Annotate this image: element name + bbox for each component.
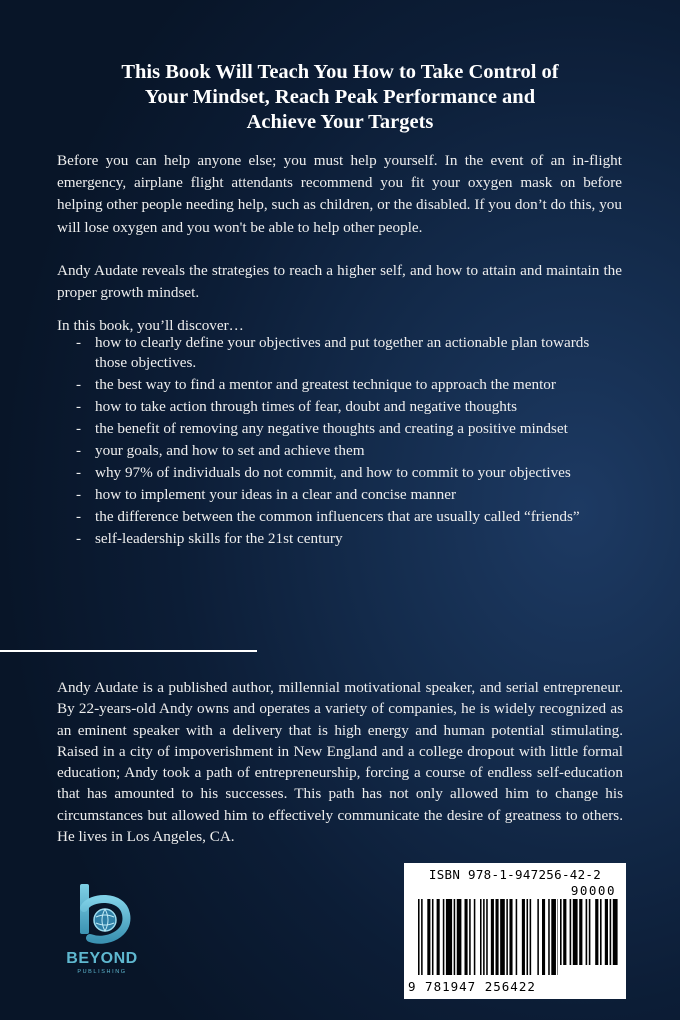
barcode-bar [469, 899, 471, 975]
barcode-bar [589, 899, 591, 965]
publisher-subtitle: PUBLISHING [77, 969, 127, 975]
barcode-bar [480, 899, 482, 975]
barcode-bar [443, 899, 445, 975]
barcode-bar [560, 899, 562, 965]
barcode-bar [600, 899, 602, 965]
barcode-bar [613, 899, 618, 965]
isbn-barcode [404, 863, 626, 999]
discover-list [76, 333, 621, 551]
barcode-bar [573, 899, 578, 965]
barcode-bar [551, 899, 556, 975]
barcode-bar [483, 899, 485, 975]
barcode-bar [548, 899, 550, 975]
barcode-bar [595, 899, 598, 965]
barcode-bar [537, 899, 539, 975]
barcode-bar [579, 899, 582, 965]
isbn-text: ISBN 978-1-947256-42-2 [428, 867, 602, 882]
publisher-name: BEYOND [66, 950, 138, 967]
intro-paragraph-strategies: Andy Audate reveals the strategies to reach a higher self, and how to attain and maintain the proper growth mindset. [57, 262, 622, 302]
list-item: - how to take action through times of fear, doubt and negative thoughts [76, 397, 621, 417]
barcode-bar [418, 899, 420, 975]
barcode-bar [465, 899, 468, 975]
list-item: - self-leadership skills for the 21st century [76, 529, 621, 549]
barcode-bar [522, 899, 525, 975]
list-item: - your goals, and how to set and achieve them [76, 441, 621, 461]
barcode-bar [421, 899, 423, 975]
heading-line-3: Achieve Your Targets [246, 111, 434, 133]
discover-lead-in: In this book, you’ll discover… [57, 317, 244, 334]
barcode-bar [474, 899, 476, 975]
barcode-bar [527, 899, 529, 975]
beyond-b-icon [50, 880, 154, 950]
intro-paragraph-oxygen: Before you can help anyone else; you must help yourself. In the event of an in-flight emergency, airplane flight attendants recommend you fit your oxygen mask on before helping other people needing help, such as children, or the disabled. If you don’t do this, you will lose oxygen and you won't be able to help other people. [57, 152, 622, 236]
list-item: - how to clearly define your objectives and put together an actionable plan towards those objectives. [76, 333, 621, 374]
ean-barcode-bars [418, 899, 558, 981]
author-bio: Andy Audate is a published author, millennial motivational speaker, and serial entrepreneur. By 22-years-old Andy owns and operates a variety of companies, he is widely recognized as an eminent speaker with a delivery that is high energy and human potential stimulating. Raised in a city of impoverishment in New England and a college dropout with little formal education; Andy took a path of entrepreneurship, forcing a course of endless self-education that has amounted to his successes. This path has not only allowed him to change his circumstances but allowed him to effectively communicate the desire of greatness to others. He lives in Los Angeles, CA. [57, 679, 623, 846]
barcode-bar [486, 899, 488, 975]
barcode-bar [432, 899, 434, 975]
barcode-bar [563, 899, 566, 965]
price-code: 90000 [570, 883, 616, 898]
barcode-bar [500, 899, 505, 975]
barcode-bar [454, 899, 456, 975]
barcode-bar [530, 899, 532, 975]
barcode-bar [506, 899, 508, 975]
barcode-bar [509, 899, 512, 975]
barcode-bar [427, 899, 430, 975]
list-item: - the difference between the common influencers that are usually called “friends” [76, 507, 621, 527]
barcode-bar [586, 899, 588, 965]
barcode-bar [542, 899, 545, 975]
barcode-bar [516, 899, 518, 975]
addon-barcode-bars [560, 899, 618, 969]
heading-line-1: This Book Will Teach You How to Take Control of [121, 61, 559, 83]
barcode-bar [437, 899, 440, 975]
barcode-bar [610, 899, 612, 965]
ean-number: 9 781947 256422 [408, 979, 536, 994]
heading-line-2: Your Mindset, Reach Peak Performance and [144, 86, 536, 108]
back-cover-heading [60, 60, 620, 135]
barcode-bar [605, 899, 608, 965]
barcode-bar [570, 899, 572, 965]
barcode-bar [457, 899, 462, 975]
barcode-bar [558, 899, 559, 975]
barcode-bar [491, 899, 494, 975]
list-item: - why 97% of individuals do not commit, and how to commit to your objectives [76, 463, 621, 483]
list-item: - how to implement your ideas in a clear and concise manner [76, 485, 621, 505]
publisher-logo [50, 880, 154, 995]
barcode-bar [496, 899, 499, 975]
list-item: - the benefit of removing any negative thoughts and creating a positive mindset [76, 419, 621, 439]
barcode-bar [446, 899, 452, 975]
list-item: - the best way to find a mentor and greatest technique to approach the mentor [76, 375, 621, 395]
section-divider [0, 650, 257, 652]
